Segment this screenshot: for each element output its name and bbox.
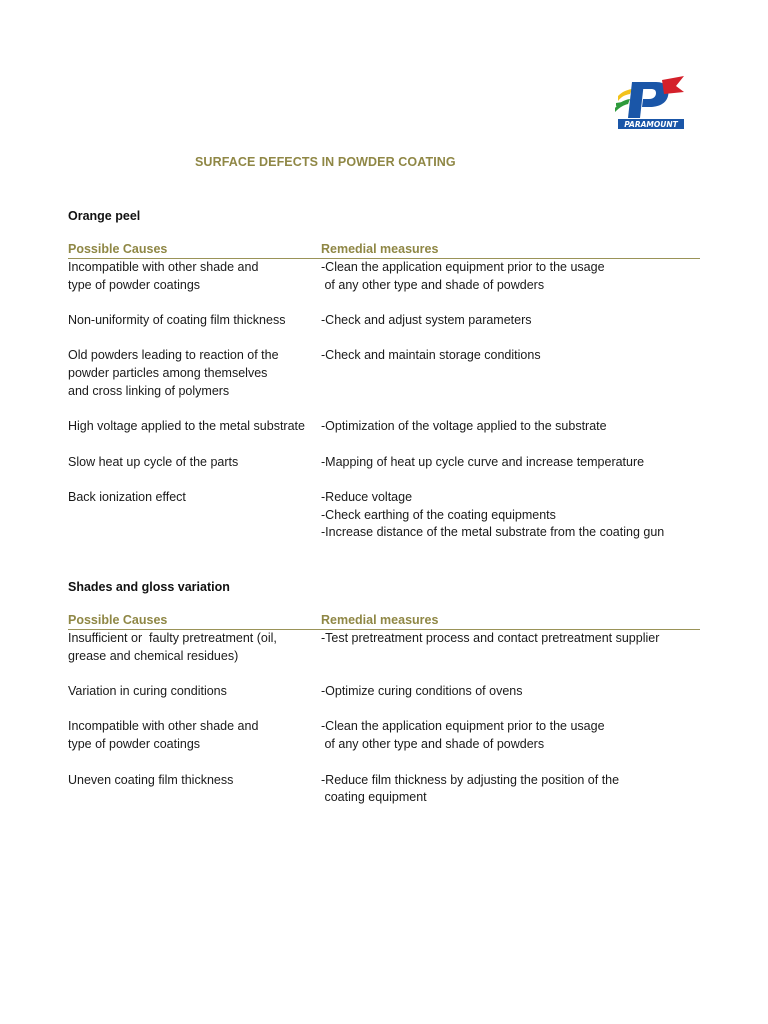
remedy-line: -Increase distance of the metal substrate from the coating gun <box>321 525 665 540</box>
remedial-measure-cell <box>321 418 700 436</box>
section-heading: Orange peel <box>68 209 141 223</box>
possible-cause-cell <box>68 718 321 753</box>
possible-cause-cell <box>68 454 321 472</box>
remedial-measure-cell <box>321 772 700 807</box>
section-shades-gloss-variation <box>68 578 700 807</box>
cause-line: type of powder coatings <box>68 277 201 292</box>
causes-column-header: Possible Causes <box>68 613 168 627</box>
cause-line: Incompatible with other shade and <box>68 260 259 274</box>
table-row <box>68 418 700 436</box>
remedy-line: -Clean the application equipment prior to the usage <box>321 719 605 734</box>
possible-cause-cell <box>68 683 321 701</box>
possible-cause-cell <box>68 772 321 807</box>
remedy-line: -Check and adjust system parameters <box>321 313 532 328</box>
logo-text: PARAMOUNT <box>624 120 678 129</box>
table-row <box>68 454 700 472</box>
remedy-line: of any other type and shade of powders <box>321 277 545 292</box>
remedial-measure-cell <box>321 347 700 400</box>
cause-line: Slow heat up cycle of the parts <box>68 454 239 469</box>
remedial-measure-cell <box>321 259 700 294</box>
cause-line: Variation in curing conditions <box>68 684 227 699</box>
remedy-line: of any other type and shade of powders <box>321 737 545 752</box>
possible-cause-cell <box>68 630 321 665</box>
remedial-measure-cell <box>321 454 700 472</box>
possible-cause-cell <box>68 489 321 542</box>
cause-line: powder particles among themselves <box>68 366 268 381</box>
table-row <box>68 718 700 753</box>
remedy-line: -Reduce film thickness by adjusting the position of the <box>321 772 620 787</box>
defect-table <box>68 630 700 807</box>
section-orange-peel <box>68 207 700 542</box>
paramount-logo <box>612 74 686 130</box>
table-row <box>68 489 700 542</box>
cause-line: Incompatible with other shade and <box>68 719 259 734</box>
remedy-line: -Optimize curing conditions of ovens <box>321 684 523 699</box>
table-row <box>68 312 700 330</box>
remedial-measure-cell <box>321 718 700 753</box>
remedy-line: -Clean the application equipment prior to the usage <box>321 260 605 274</box>
cause-line: grease and chemical residues) <box>68 648 239 663</box>
causes-column-header: Possible Causes <box>68 242 168 256</box>
cause-line: High voltage applied to the metal substrate <box>68 419 305 434</box>
remedial-measure-cell <box>321 630 700 665</box>
possible-cause-cell <box>68 259 321 294</box>
remedial-measure-cell <box>321 312 700 330</box>
remedy-line: -Check and maintain storage conditions <box>321 348 541 363</box>
remedy-line: -Reduce voltage <box>321 489 413 504</box>
possible-cause-cell <box>68 347 321 400</box>
table-row <box>68 683 700 701</box>
remedial-measure-cell <box>321 489 700 542</box>
table-row <box>68 772 700 807</box>
column-headers <box>68 612 700 630</box>
remedy-line: -Optimization of the voltage applied to the substrate <box>321 419 607 434</box>
paramount-logo-icon <box>612 74 686 130</box>
logo-red-flag <box>662 76 684 94</box>
cause-line: and cross linking of polymers <box>68 383 230 398</box>
cause-line: Insufficient or faulty pretreatment (oil, <box>68 631 277 645</box>
cause-line: Uneven coating film thickness <box>68 772 234 787</box>
remedial-measure-cell <box>321 683 700 701</box>
remedy-line: -Check earthing of the coating equipments <box>321 507 556 522</box>
remedies-column-header: Remedial measures <box>321 242 439 256</box>
table-row <box>68 259 700 294</box>
remedy-line: -Test pretreatment process and contact pretreatment supplier <box>321 631 660 645</box>
cause-line: Non-uniformity of coating film thickness <box>68 313 286 328</box>
page-title: SURFACE DEFECTS IN POWDER COATING <box>195 155 456 169</box>
column-headers <box>68 241 700 259</box>
table-row <box>68 630 700 665</box>
possible-cause-cell <box>68 418 321 436</box>
remedies-column-header: Remedial measures <box>321 613 439 627</box>
cause-line: Back ionization effect <box>68 489 186 504</box>
cause-line: Old powders leading to reaction of the <box>68 348 279 363</box>
section-heading: Shades and gloss variation <box>68 580 230 594</box>
table-row <box>68 347 700 400</box>
remedy-line: coating equipment <box>321 790 427 805</box>
remedy-line: -Mapping of heat up cycle curve and increase temperature <box>321 454 645 469</box>
cause-line: type of powder coatings <box>68 737 201 752</box>
possible-cause-cell <box>68 312 321 330</box>
defect-table <box>68 259 700 542</box>
